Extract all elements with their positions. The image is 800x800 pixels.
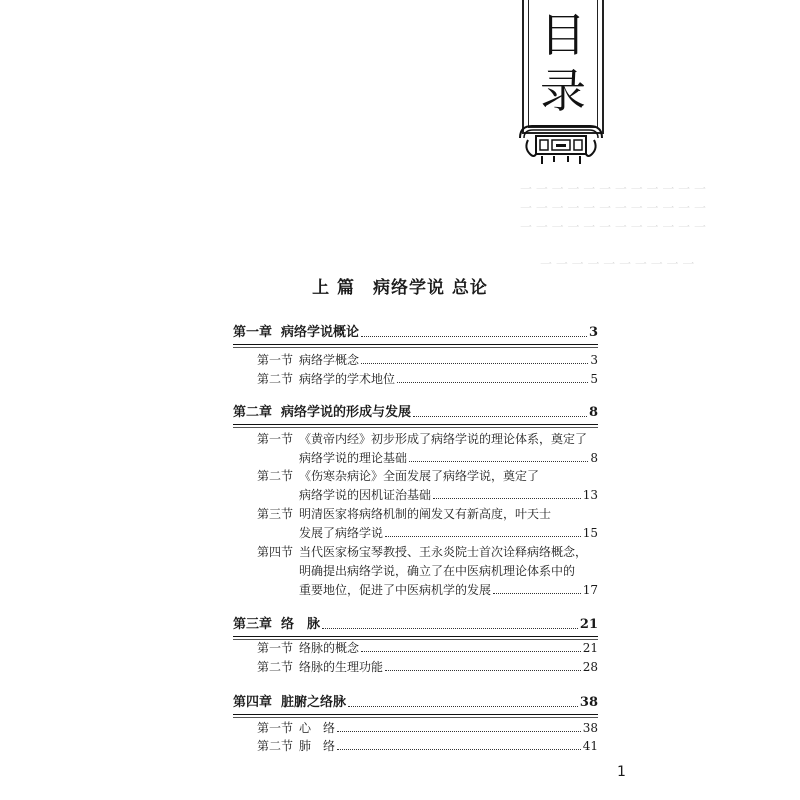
leader-dots [337,731,581,732]
section-number: 第一节 [257,721,294,735]
section-page: 5 [590,372,598,386]
section-number: 第二节 [257,660,294,674]
leader-dots [361,651,581,652]
show-through-text: 一 一 一 一 一 一 一 一 一 一 [540,257,695,271]
chapter-page: 21 [579,617,598,632]
toc-section-2-3[interactable] [299,524,598,542]
toc-section-2-1[interactable] [299,449,598,467]
section-title-line: 重要地位，促进了中医病机学的发展 [299,583,492,597]
section-page: 8 [590,451,598,465]
page-number: 1 [617,764,626,780]
chapter-page: 8 [588,405,598,420]
title-char-mu: 目 [540,8,586,62]
chapter-page: 3 [588,325,598,340]
section-number: 第二节 [257,469,294,483]
toc-chapter-4[interactable] [233,694,598,712]
chapter-title: 病络学说概论 [281,325,360,340]
leader-dots [409,461,588,462]
section-title-line[interactable]: 明清医家将病络机制的阐发又有新高度，叶天士 [299,507,552,521]
section-page: 3 [590,353,598,367]
section-title: 络脉的概念 [299,641,360,655]
section-number: 第三节 [257,507,294,521]
chapter-number: 第四章 [233,695,273,710]
section-title-line[interactable]: 明确提出病络学说，确立了在中医病机理论体系中的 [299,564,576,578]
section-title-line: 病络学说的因机证治基础 [299,488,432,502]
toc-section-4-1[interactable] [299,719,598,737]
show-through-text: 一 一 一 一 一 一 一 一 一 一 一 一 [520,201,706,215]
section-page: 28 [582,660,598,674]
title-ornament-icon [518,118,604,166]
title-char-lu: 录 [540,64,586,118]
section-number: 第一节 [257,641,294,655]
leader-dots [385,670,581,671]
section-title: 病络学的学术地位 [299,372,396,386]
section-title-line: 病络学说的理论基础 [299,451,408,465]
section-number: 第一节 [257,353,294,367]
chapter-rule [233,714,598,715]
toc-section-3-1[interactable] [299,639,598,657]
toc-section-4-2[interactable] [299,737,598,755]
section-number: 第一节 [257,432,294,446]
leader-dots [397,382,588,383]
toc-section-2-4[interactable] [299,581,598,599]
section-title-line[interactable]: 《伤寒杂病论》全面发展了病络学说，奠定了 [299,469,540,483]
section-page: 38 [582,721,598,735]
section-page: 41 [582,739,598,753]
chapter-title: 脏腑之络脉 [281,695,347,710]
chapter-title: 络 脉 [281,617,321,632]
section-number: 第二节 [257,739,294,753]
chapter-rule [233,344,598,345]
chapter-page: 38 [579,695,598,710]
toc-chapter-1[interactable] [233,324,598,342]
section-number: 第四节 [257,545,294,559]
toc-section-1-1[interactable] [299,351,598,369]
section-page: 13 [582,488,598,502]
section-page: 17 [582,583,598,597]
chapter-rule [233,636,598,637]
section-title-line[interactable]: 当代医家杨宝琴教授、王永炎院士首次诠释病络概念， [299,545,588,559]
leader-dots [361,336,587,337]
chapter-number: 第一章 [233,325,273,340]
section-title-line: 发展了病络学说 [299,526,384,540]
chapter-rule [233,424,598,425]
toc-section-2-2[interactable] [299,486,598,504]
section-title-line[interactable]: 《黄帝内经》初步形成了病络学说的理论体系，奠定了 [299,432,588,446]
section-title: 肺 络 [299,739,336,753]
section-title: 络脉的生理功能 [299,660,384,674]
leader-dots [361,363,588,364]
leader-dots [413,416,587,417]
section-page: 21 [582,641,598,655]
chapter-number: 第三章 [233,617,273,632]
section-number: 第二节 [257,372,294,386]
leader-dots [348,706,578,707]
toc-section-3-2[interactable] [299,658,598,676]
chapter-number: 第二章 [233,405,273,420]
chapter-title: 病络学说的形成与发展 [281,405,412,420]
section-title: 病络学概念 [299,353,360,367]
toc-section-1-2[interactable] [299,370,598,388]
leader-dots [433,498,581,499]
show-through-text: 一 一 一 一 一 一 一 一 一 一 一 一 [520,182,706,196]
show-through-text: 一 一 一 一 一 一 一 一 一 一 一 一 [520,220,706,234]
leader-dots [385,536,581,537]
section-page: 15 [582,526,598,540]
leader-dots [493,593,581,594]
section-title: 心 络 [299,721,336,735]
toc-chapter-3[interactable] [233,616,598,634]
leader-dots [337,749,581,750]
part-title: 上 篇 病络学说 总论 [312,278,488,298]
chapter-rule-thin [233,347,598,348]
leader-dots [322,628,578,629]
chapter-rule-thin [233,427,598,428]
toc-chapter-2[interactable] [233,404,598,422]
chapter-rule-thin [233,717,598,718]
title-banner [522,0,604,134]
